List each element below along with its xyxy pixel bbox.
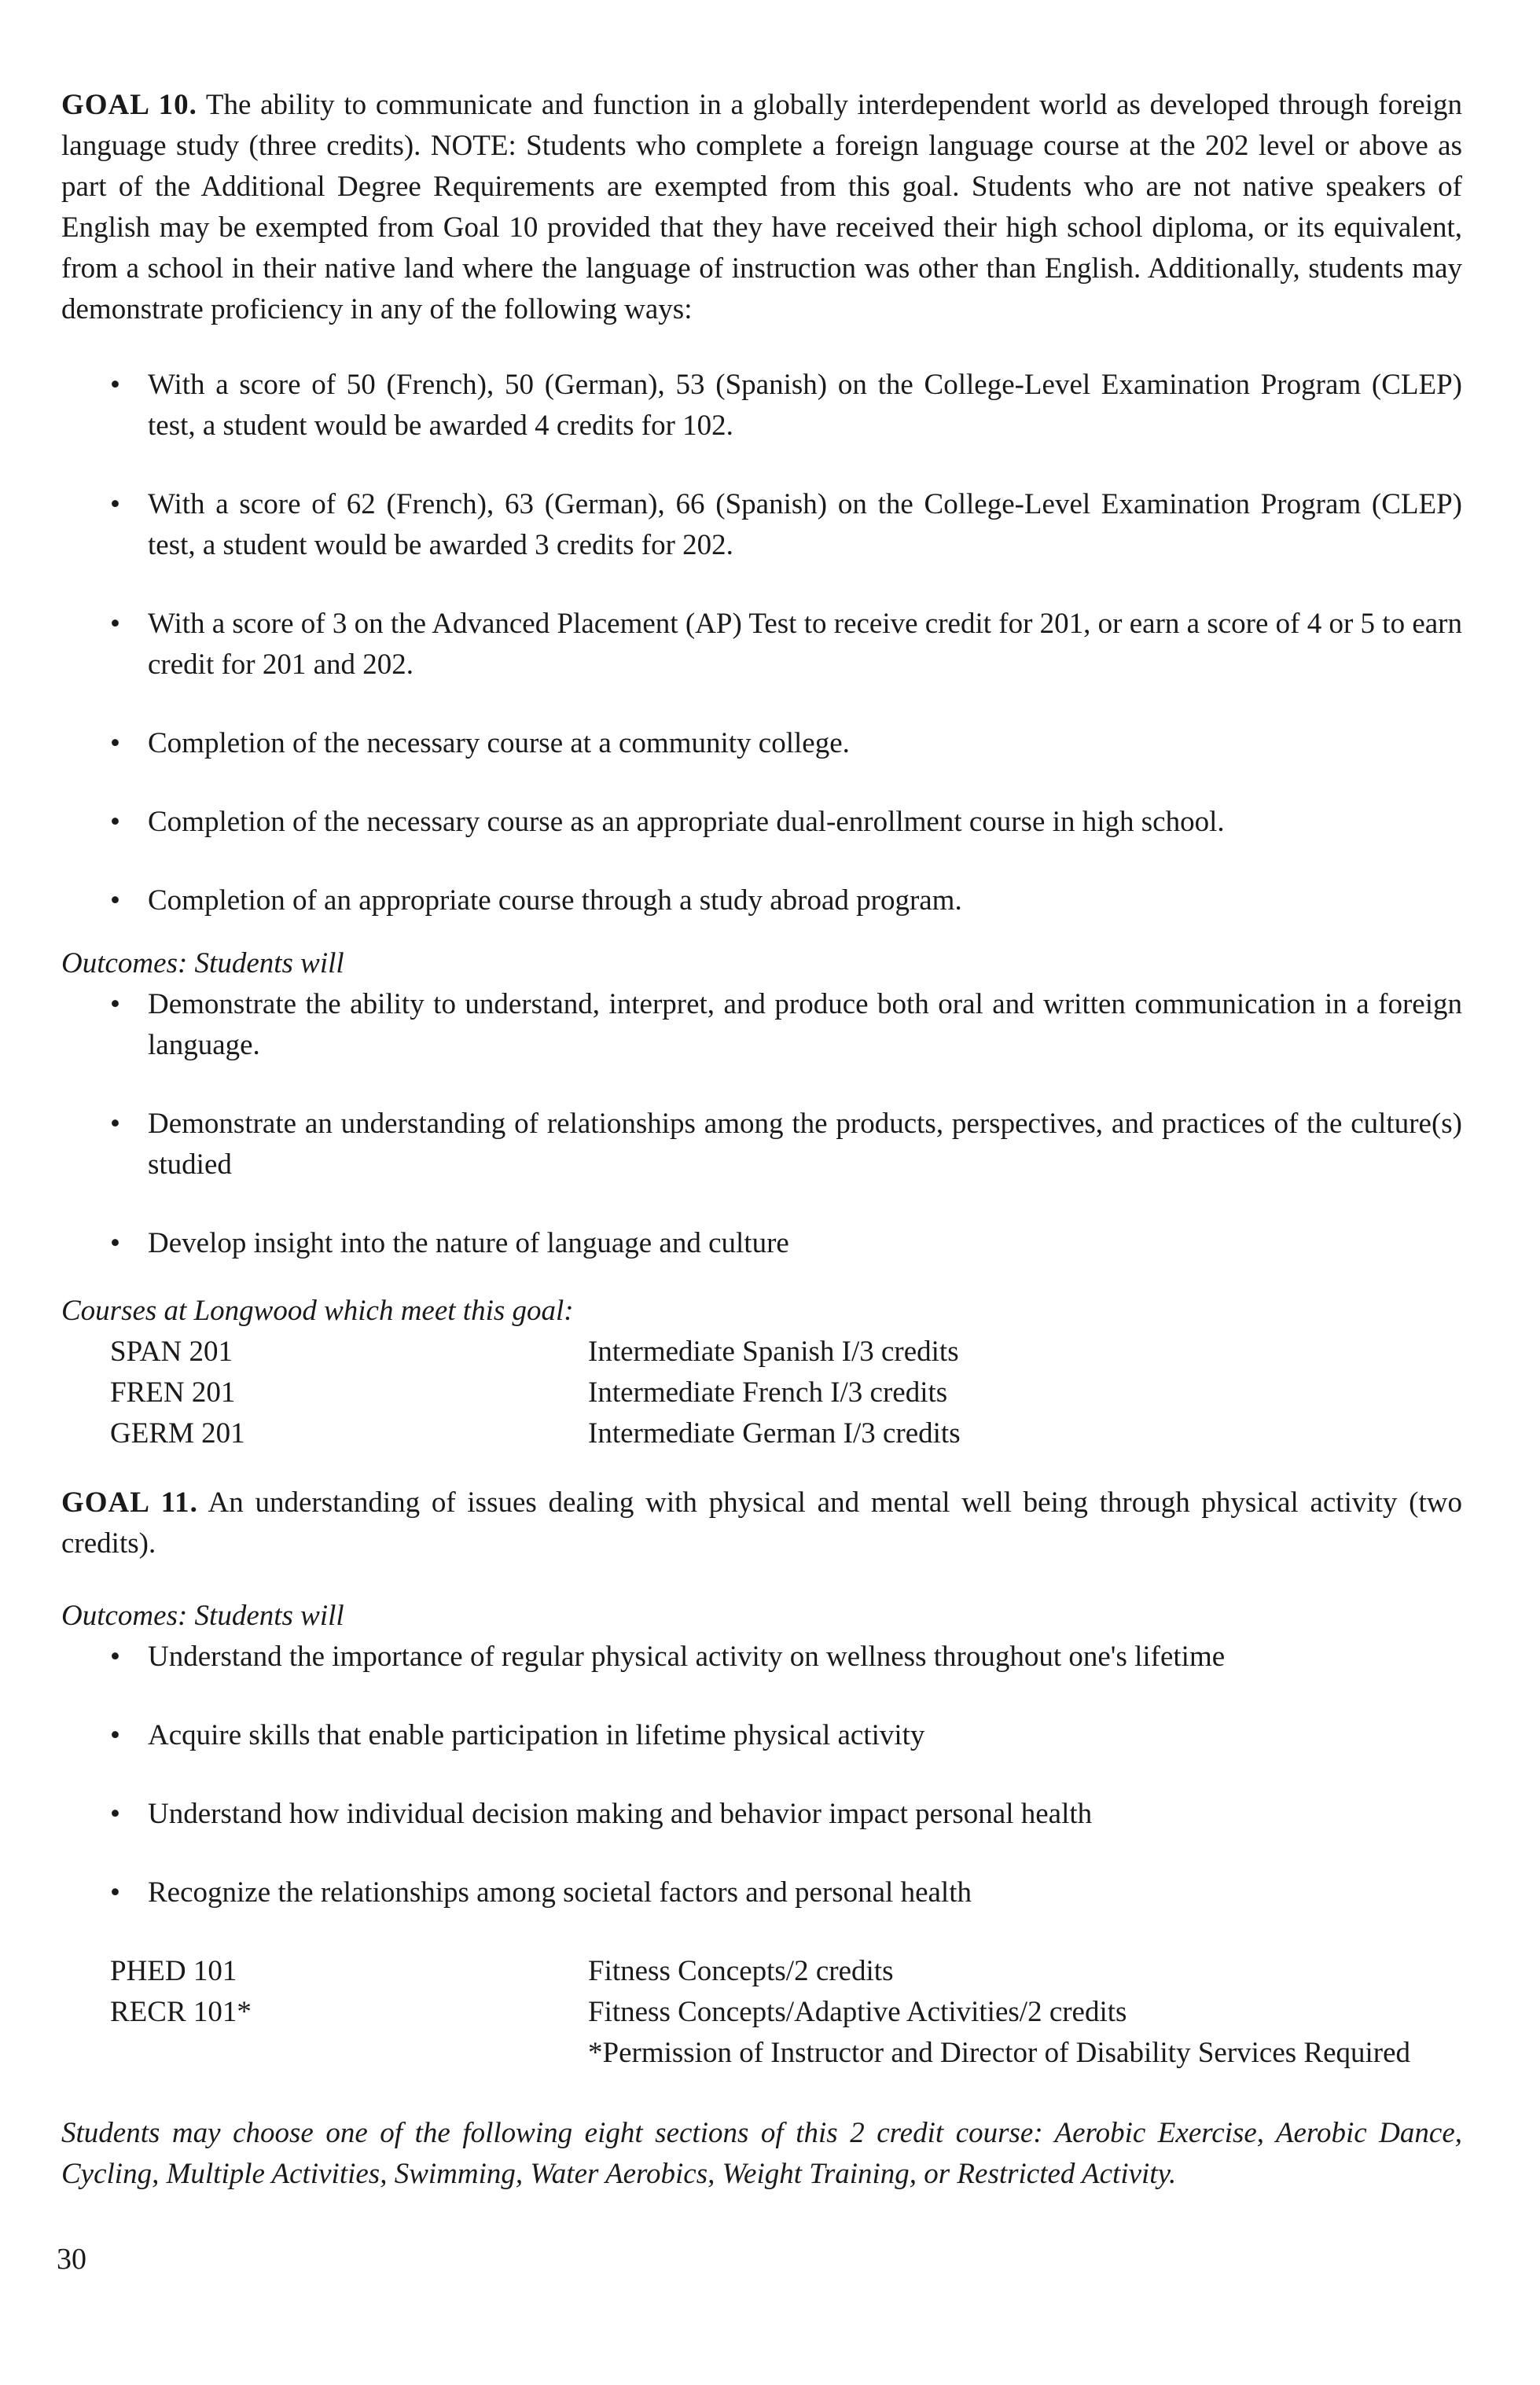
course-title: Intermediate Spanish I/3 credits xyxy=(588,1336,959,1368)
bullet-icon: • xyxy=(110,988,120,1020)
course-code: PHED 101 xyxy=(110,1955,237,1987)
course-footnote: *Permission of Instructor and Director of Disability Services Required xyxy=(588,2037,1411,2069)
page-number: 30 xyxy=(57,2243,86,2276)
list-item-text: Completion of an appropriate course through a study abroad program. xyxy=(148,884,962,917)
list-item xyxy=(61,984,1462,1066)
list-item-text: With a score of 50 (French), 50 (German), 53 (Spanish) on the College-Level Examination Program (CLEP) test, a student would be awarded 4 credits for 102. xyxy=(148,369,1462,442)
table-row xyxy=(110,2033,1462,2074)
document-page xyxy=(61,85,1462,2195)
course-code: SPAN 201 xyxy=(110,1336,233,1368)
goal-11-outcomes-list xyxy=(61,1637,1462,1913)
course-code: GERM 201 xyxy=(110,1417,245,1450)
goal-10-label: GOAL 10. xyxy=(61,89,197,121)
bullet-icon: • xyxy=(110,1719,120,1751)
list-item xyxy=(61,880,1462,921)
bullet-icon: • xyxy=(110,727,120,759)
goal-11-intro xyxy=(61,1483,1462,1564)
goal-10-courses-heading: Courses at Longwood which meet this goal: xyxy=(61,1295,574,1327)
table-row xyxy=(110,1413,1462,1454)
goal-10-outcomes-heading: Outcomes: Students will xyxy=(61,947,344,979)
bullet-icon: • xyxy=(110,884,120,917)
list-item-text: Demonstrate the ability to understand, interpret, and produce both oral and written communication in a foreign language. xyxy=(148,988,1462,1061)
course-code: RECR 101* xyxy=(110,1996,252,2028)
bullet-icon: • xyxy=(110,1876,120,1909)
list-item xyxy=(61,1223,1462,1264)
course-title: Intermediate German I/3 credits xyxy=(588,1417,961,1450)
list-item-text: With a score of 62 (French), 63 (German), 66 (Spanish) on the College-Level Examination Program (CLEP) test, a student would be awarded 3 credits for 202. xyxy=(148,488,1462,561)
list-item-text: Recognize the relationships among societal factors and personal health xyxy=(148,1876,972,1909)
list-item-text: Acquire skills that enable participation in lifetime physical activity xyxy=(148,1719,925,1751)
course-title: Intermediate French I/3 credits xyxy=(588,1376,948,1409)
goal-11-text: An understanding of issues dealing with physical and mental well being through physical activity (two credits). xyxy=(61,1486,1462,1560)
list-item xyxy=(61,1794,1462,1835)
list-item-text: Understand the importance of regular physical activity on wellness throughout one's lifetime xyxy=(148,1641,1226,1673)
list-item xyxy=(61,604,1462,685)
table-row xyxy=(110,1992,1462,2033)
list-item xyxy=(61,723,1462,764)
list-item-text: With a score of 3 on the Advanced Placement (AP) Test to receive credit for 201, or earn a score of 4 or 5 to earn credit for 201 and 202. xyxy=(148,608,1462,681)
list-item-text: Understand how individual decision making and behavior impact personal health xyxy=(148,1798,1093,1830)
bullet-icon: • xyxy=(110,488,120,520)
list-item xyxy=(61,1637,1462,1678)
proficiency-ways-list xyxy=(61,365,1462,921)
list-item xyxy=(61,1715,1462,1756)
list-item-text: Completion of the necessary course as an appropriate dual-enrollment course in high school. xyxy=(148,806,1225,838)
course-title: Fitness Concepts/2 credits xyxy=(588,1955,894,1987)
goal-11-label: GOAL 11. xyxy=(61,1486,198,1519)
list-item-text: Completion of the necessary course at a community college. xyxy=(148,727,850,759)
goal-11-outcomes-heading: Outcomes: Students will xyxy=(61,1600,344,1632)
bullet-icon: • xyxy=(110,1798,120,1830)
list-item-text: Develop insight into the nature of language and culture xyxy=(148,1227,789,1259)
table-row xyxy=(110,1373,1462,1413)
bullet-icon: • xyxy=(110,1227,120,1259)
goal-10-text: The ability to communicate and function in a globally interdependent world as developed through foreign language study (three credits). NOTE: Students who complete a foreign language course at the 202 level or above as part of the Additional Degree Requirements are exempted from this goal. Students who are not native speakers of English may be exempted from Goal 10 provided that they have received their high school diploma, or its equivalent, from a school in their native land where the language of instruction was other than English. Additionally, students may demonstrate proficiency in any of the following ways: xyxy=(61,89,1462,325)
list-item xyxy=(61,1872,1462,1913)
sections-note: Students may choose one of the following eight sections of this 2 credit course: Aerobic Exercise, Aerobic Dance, Cycling, Multiple Activities, Swimming, Water Aerobics, Weight Training, or Restricted Activity. xyxy=(61,2117,1462,2190)
table-row xyxy=(110,1951,1462,1992)
goal-10-outcomes-list xyxy=(61,984,1462,1264)
list-item xyxy=(61,802,1462,843)
table-row xyxy=(110,1332,1462,1373)
course-code-spacer xyxy=(110,2033,588,2074)
bullet-icon: • xyxy=(110,806,120,838)
list-item xyxy=(61,484,1462,566)
bullet-icon: • xyxy=(110,608,120,640)
course-title: Fitness Concepts/Adaptive Activities/2 credits xyxy=(588,1996,1127,2028)
goal-10-intro xyxy=(61,85,1462,330)
goal-11-course-table xyxy=(110,1951,1462,2074)
list-item xyxy=(61,1104,1462,1185)
bullet-icon: • xyxy=(110,1108,120,1140)
bullet-icon: • xyxy=(110,369,120,401)
course-code: FREN 201 xyxy=(110,1376,236,1409)
list-item xyxy=(61,365,1462,446)
bullet-icon: • xyxy=(110,1641,120,1673)
goal-10-course-table xyxy=(110,1332,1462,1454)
list-item-text: Demonstrate an understanding of relationships among the products, perspectives, and practices of the culture(s) studied xyxy=(148,1108,1462,1181)
